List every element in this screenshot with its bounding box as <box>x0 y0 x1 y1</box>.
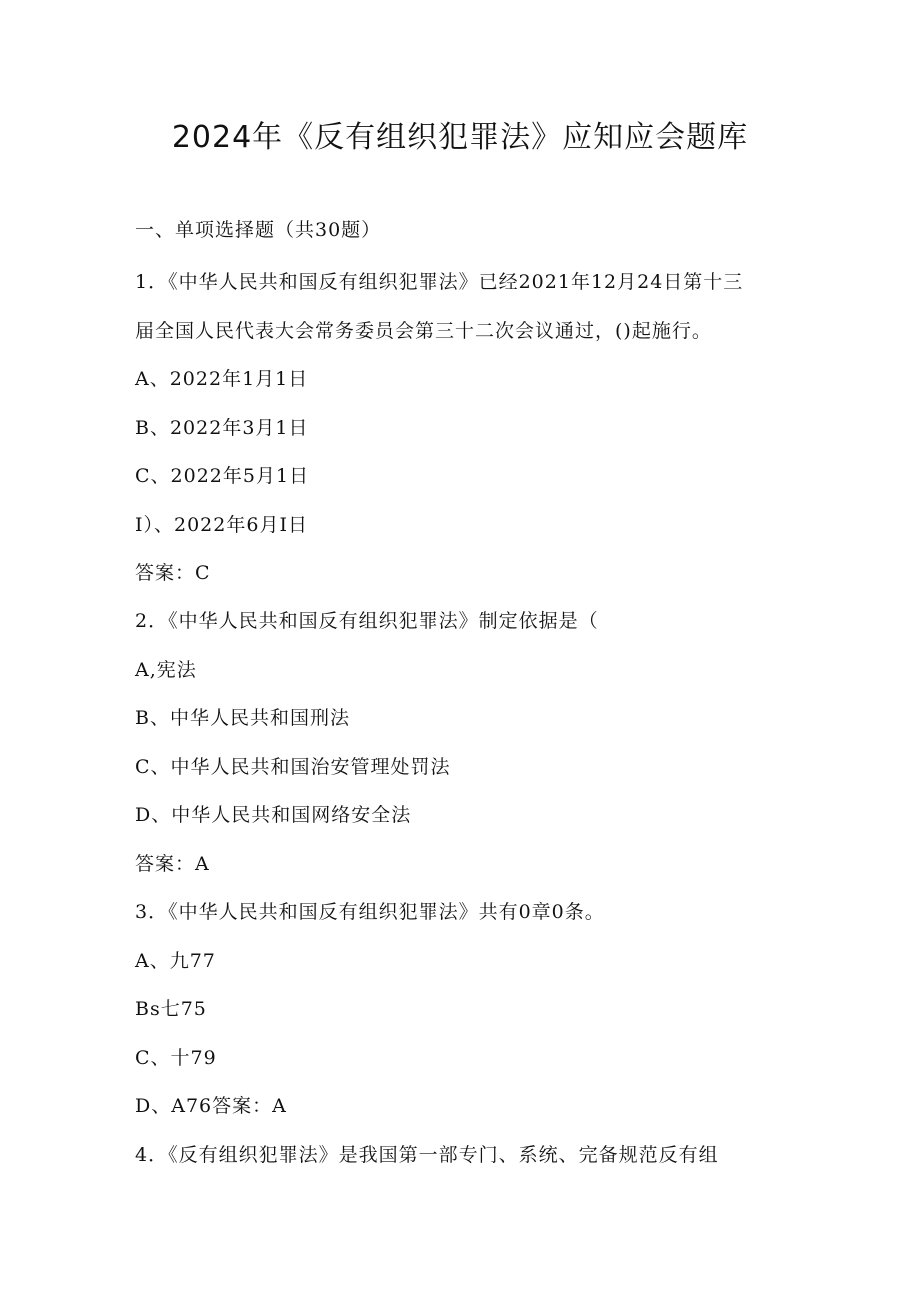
question-1-option-a: A、2022年1月1日 <box>135 368 309 390</box>
question-4-text: 4．《反有组织犯罪法》是我国第一部专门、系统、完备规范反有组 <box>135 1144 719 1166</box>
question-1-answer: 答案：C <box>135 562 211 584</box>
question-2-option-d: D、中华人民共和国网络安全法 <box>135 804 412 826</box>
question-2-option-a: A,宪法 <box>135 659 197 681</box>
question-2-option-b: B、中华人民共和国刑法 <box>135 707 350 729</box>
question-2-option-c: C、中华人民共和国治安管理处罚法 <box>135 756 451 778</box>
document-title: 2024年《反有组织犯罪法》应知应会题库 <box>171 120 749 155</box>
question-1-text-line1: 1．《中华人民共和国反有组织犯罪法》已经2021年12月24日第十三 <box>135 271 744 293</box>
question-3-option-d-answer: D、A76答案：A <box>135 1095 287 1117</box>
question-3-text: 3．《中华人民共和国反有组织犯罪法》共有0章0条。 <box>135 901 605 923</box>
question-1-option-b: B、2022年3月1日 <box>135 417 309 439</box>
question-1-option-c: C、2022年5月1日 <box>135 465 310 487</box>
question-1-text-line2: 届全国人民代表大会常务委员会第三十二次会议通过，()起施行。 <box>135 320 712 342</box>
section-heading: 一、单项选择题（共30题） <box>135 219 382 241</box>
question-3-option-a: A、九77 <box>135 950 216 972</box>
question-1-option-d: I）、2022年6月I日 <box>135 514 308 536</box>
question-2-answer: 答案：A <box>135 853 210 875</box>
question-3-option-c: C、十79 <box>135 1047 217 1069</box>
question-2-text: 2．《中华人民共和国反有组织犯罪法》制定依据是（ <box>135 610 599 632</box>
question-3-option-b: Bs七75 <box>135 998 207 1020</box>
